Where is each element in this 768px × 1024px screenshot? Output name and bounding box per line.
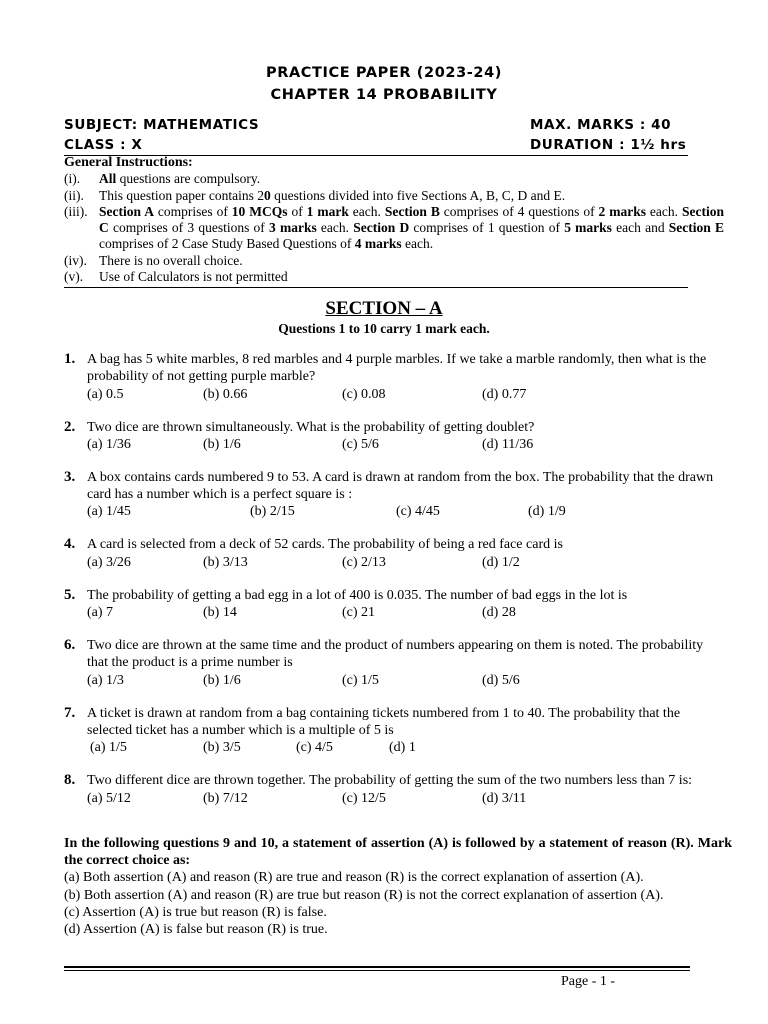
chapter-title: CHAPTER 14 PROBABILITY xyxy=(270,87,498,103)
option-b[interactable]: (b) 7/12 xyxy=(203,790,248,806)
instruction-item xyxy=(64,188,724,204)
option-c[interactable]: (c) 2/13 xyxy=(342,554,386,570)
instruction-item xyxy=(64,269,724,285)
option-d[interactable]: (d) 0.77 xyxy=(482,386,527,402)
question-number: 2. xyxy=(64,418,76,435)
instruction-item xyxy=(64,204,724,253)
option-c[interactable]: (c) 5/6 xyxy=(342,436,379,452)
instruction-emphasis: 0 xyxy=(263,187,271,203)
question-item xyxy=(64,536,714,570)
question-text: A ticket is drawn at random from a bag containing tickets numbered from 1 to 40. The probability that the selected ticket has a number which is a multiple of 5 is xyxy=(87,705,681,738)
instruction-emphasis: 4 marks xyxy=(354,236,402,252)
option-b[interactable]: (b) 14 xyxy=(203,605,237,621)
section-title: SECTION – A xyxy=(325,298,443,319)
question-number: 7. xyxy=(64,704,76,721)
option-b[interactable]: (b) 2/15 xyxy=(250,504,295,520)
question-options xyxy=(87,554,714,571)
instructions-list xyxy=(64,171,724,285)
option-b[interactable]: (b) 1/6 xyxy=(203,436,241,452)
option-c[interactable]: (c) 12/5 xyxy=(342,790,386,806)
instruction-run: comprises of 1 question of xyxy=(409,220,565,236)
class-label: CLASS : X xyxy=(64,137,143,153)
instruction-run: each. xyxy=(401,236,434,252)
instruction-emphasis: Section B xyxy=(384,203,440,219)
max-marks-label: MAX. MARKS : 40 xyxy=(530,117,672,133)
instruction-run: comprises of xyxy=(153,203,232,219)
question-number: 8. xyxy=(64,772,76,789)
question-item xyxy=(64,637,714,689)
option-c[interactable]: (c) 4/5 xyxy=(296,740,333,756)
instruction-emphasis: 3 marks xyxy=(269,220,317,236)
option-d[interactable]: (d) 5/6 xyxy=(482,672,520,688)
option-b[interactable]: (b) 0.66 xyxy=(203,386,248,402)
option-c[interactable]: (c) 21 xyxy=(342,605,376,621)
option-d[interactable]: (d) 28 xyxy=(482,605,516,621)
instruction-run: questions divided into five Sections A, B, C, D and E. xyxy=(270,187,566,203)
assertion-choice: (a) Both assertion (A) and reason (R) are true and reason (R) is the correct explanation of assertion (A). xyxy=(64,870,644,886)
option-d[interactable]: (d) 3/11 xyxy=(482,790,527,806)
instruction-item xyxy=(64,253,724,269)
instruction-run: Use of Calculators is not permitted xyxy=(99,269,288,285)
assertion-heading: In the following questions 9 and 10, a statement of assertion (A) is followed by a statement of reason (R). Mark the correct choice as: xyxy=(64,836,732,869)
option-a[interactable]: (a) 3/26 xyxy=(87,554,131,570)
question-item xyxy=(64,705,714,757)
assertion-choice: (b) Both assertion (A) and reason (R) are true but reason (R) is not the correct explanation of assertion (A). xyxy=(64,887,664,903)
option-d[interactable]: (d) 1 xyxy=(389,740,416,756)
instruction-emphasis: Section A xyxy=(99,203,154,219)
question-item xyxy=(64,772,714,806)
question-number: 5. xyxy=(64,586,76,603)
instruction-emphasis: Section E xyxy=(668,220,725,236)
question-text: Two dice are thrown at the same time and the product of numbers appearing on them is noted. The probability that the product is a prime number is xyxy=(87,638,704,671)
option-b[interactable]: (b) 3/13 xyxy=(203,554,248,570)
question-options xyxy=(87,672,714,689)
instruction-emphasis: 5 marks xyxy=(564,220,612,236)
option-a[interactable]: (a) 1/36 xyxy=(87,436,131,452)
option-a[interactable]: (a) 1/45 xyxy=(87,504,131,520)
instruction-run: each. xyxy=(348,203,385,219)
question-options xyxy=(87,503,714,520)
question-item xyxy=(64,587,714,621)
question-text: Two different dice are thrown together. The probability of getting the sum of the two numbers less than 7 is: xyxy=(87,773,693,789)
option-b[interactable]: (b) 3/5 xyxy=(203,740,241,756)
question-options xyxy=(87,739,714,756)
instruction-run: each. xyxy=(316,220,354,236)
instruction-emphasis: 2 marks xyxy=(598,203,646,219)
instruction-number: (i). xyxy=(64,171,81,187)
instruction-text xyxy=(99,269,724,285)
question-options xyxy=(87,436,714,453)
question-options xyxy=(87,386,714,403)
instruction-emphasis: Section D xyxy=(353,220,410,236)
page-number: Page - 1 - xyxy=(561,974,616,989)
question-options xyxy=(87,790,714,807)
instruction-run: questions are compulsory. xyxy=(116,171,261,187)
option-a[interactable]: (a) 7 xyxy=(87,605,114,621)
question-list xyxy=(64,351,714,823)
option-a[interactable]: (a) 0.5 xyxy=(87,386,124,402)
instruction-run: There is no overall choice. xyxy=(99,252,243,268)
question-item xyxy=(64,419,714,453)
question-options xyxy=(87,604,714,621)
option-a[interactable]: (a) 1/5 xyxy=(90,740,127,756)
question-text: A card is selected from a deck of 52 cards. The probability of being a red face card is xyxy=(87,537,563,553)
option-d[interactable]: (d) 11/36 xyxy=(482,436,534,452)
assertion-reason-block xyxy=(64,835,732,938)
question-item xyxy=(64,351,714,403)
instruction-text xyxy=(99,204,724,253)
question-number: 4. xyxy=(64,536,76,553)
question-item xyxy=(64,469,714,521)
title-block xyxy=(0,62,768,106)
instruction-number: (iii). xyxy=(64,203,88,219)
instruction-emphasis: Section C xyxy=(99,203,724,236)
instruction-run: comprises of 3 questions of xyxy=(108,220,269,236)
instructions-heading: General Instructions: xyxy=(64,155,193,170)
question-number: 6. xyxy=(64,637,76,654)
instruction-run: each. xyxy=(645,203,682,219)
option-c[interactable]: (c) 1/5 xyxy=(342,672,379,688)
question-text: Two dice are thrown simultaneously. What is the probability of getting doublet? xyxy=(87,419,535,435)
question-number: 3. xyxy=(64,468,76,485)
section-heading xyxy=(0,298,768,338)
option-d[interactable]: (d) 1/2 xyxy=(482,554,520,570)
instruction-run: comprises of 4 questions of xyxy=(439,203,599,219)
instruction-run: comprises of 2 Case Study Based Questions of xyxy=(99,236,355,252)
footer-rule-thin xyxy=(64,970,690,971)
general-instructions xyxy=(64,155,724,285)
assertion-choice: (d) Assertion (A) is false but reason (R) is true. xyxy=(64,922,328,938)
instruction-emphasis: 1 mark xyxy=(306,203,349,219)
assertion-choice: (c) Assertion (A) is true but reason (R) is false. xyxy=(64,904,327,920)
paper-title: PRACTICE PAPER (2023-24) xyxy=(265,65,502,81)
instruction-run: This question paper contains 2 xyxy=(99,187,264,203)
option-b[interactable]: (b) 1/6 xyxy=(203,672,241,688)
instruction-emphasis: 10 MCQs xyxy=(231,203,288,219)
instruction-item xyxy=(64,171,724,187)
instruction-number: (iv). xyxy=(64,252,87,268)
duration-label: DURATION : 1½ hrs xyxy=(530,137,687,153)
instruction-run: each and xyxy=(611,220,669,236)
instruction-text xyxy=(99,253,724,269)
instruction-text xyxy=(99,188,724,204)
instruction-run: of xyxy=(287,203,307,219)
instructions-divider xyxy=(64,287,688,288)
instruction-emphasis: All xyxy=(99,171,117,187)
question-text: A bag has 5 white marbles, 8 red marbles and 4 purple marbles. If we take a marble randomly, then what is the probability of not getting purple marble? xyxy=(87,352,707,385)
option-c[interactable]: (c) 0.08 xyxy=(342,386,386,402)
option-d[interactable]: (d) 1/9 xyxy=(528,504,566,520)
question-number: 1. xyxy=(64,351,76,367)
question-text: The probability of getting a bad egg in a lot of 400 is 0.035. The number of bad eggs in the lot is xyxy=(87,587,628,603)
instruction-number: (v). xyxy=(64,269,84,285)
instruction-number: (ii). xyxy=(64,187,84,203)
assertion-choices xyxy=(64,869,732,938)
footer-rule-thick xyxy=(64,966,690,968)
option-a[interactable]: (a) 1/3 xyxy=(87,672,124,688)
option-a[interactable]: (a) 5/12 xyxy=(87,790,131,806)
instruction-text xyxy=(99,171,724,187)
option-c[interactable]: (c) 4/45 xyxy=(396,504,440,520)
section-subtitle: Questions 1 to 10 carry 1 mark each. xyxy=(278,321,490,336)
question-text: A box contains cards numbered 9 to 53. A card is drawn at random from the box. The probability that the drawn card has a number which is a perfect square is : xyxy=(87,469,714,503)
subject-label: SUBJECT: MATHEMATICS xyxy=(64,117,260,133)
